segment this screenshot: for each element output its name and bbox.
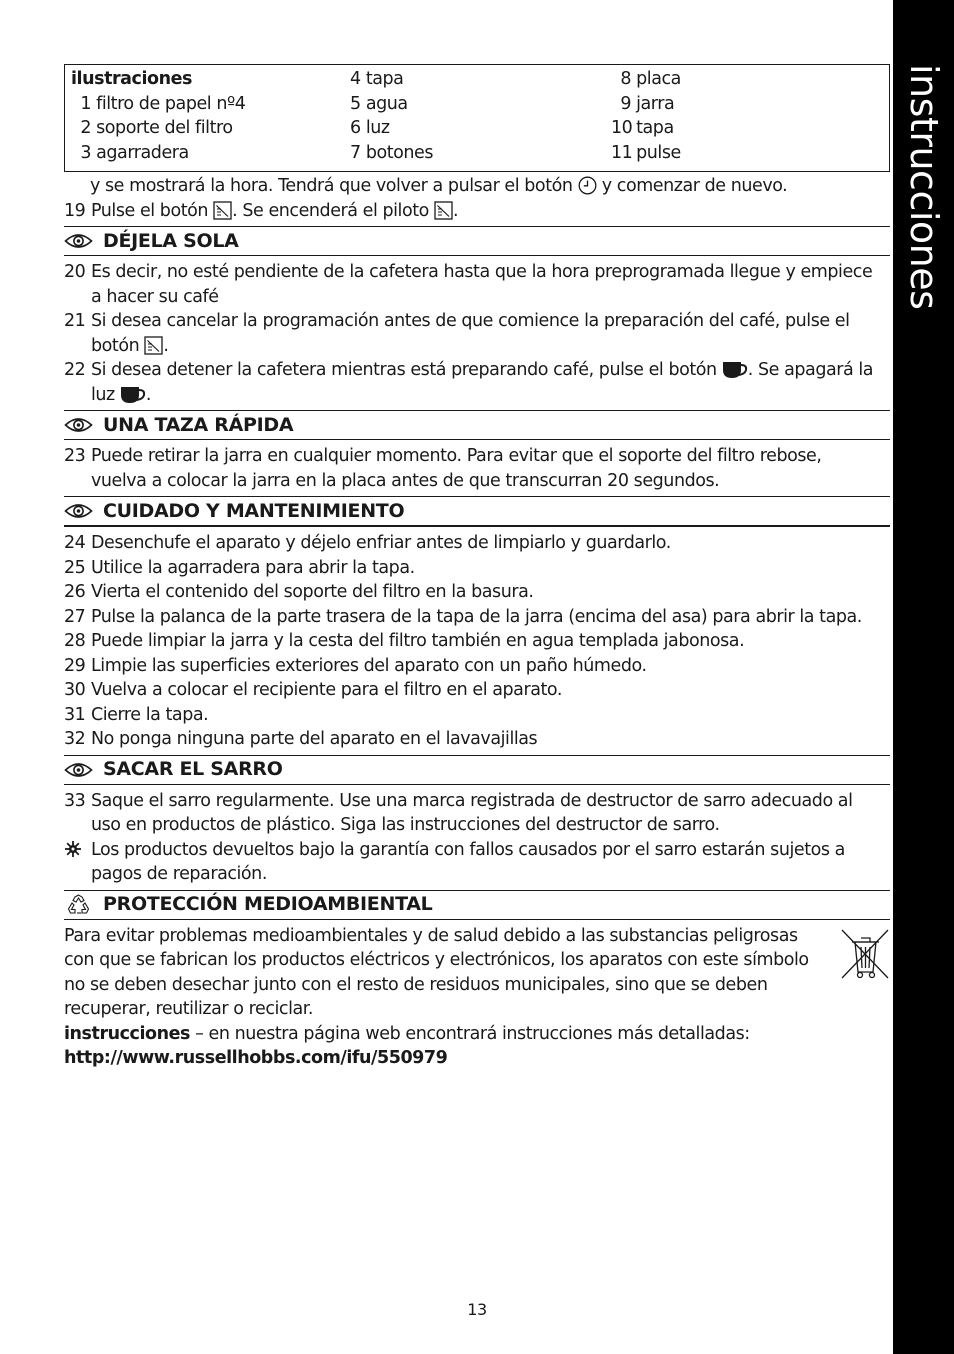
list-item: 31 Cierre la tapa.	[64, 704, 209, 725]
list-item: 22 Si desea detener la cafetera mientras está preparando café, pulse el botón . Se apagará la luz .	[64, 360, 874, 405]
weee-crossed-bin-icon	[840, 928, 890, 980]
list-item: 23 Puede retirar la jarra en cualquier momento. Para evitar que el soporte del filtro rebose, vuelva a colocar la jarra en la placa antes de que transcurran 20 segundos.	[64, 446, 822, 491]
list-item: 25 Utilice la agarradera para abrir la tapa.	[64, 557, 415, 578]
list-item: 27 Pulse la palanca de la parte trasera de la tapa de la jarra (encima del asa) para abrir la tapa.	[64, 606, 862, 627]
illustrations-col-2	[350, 67, 433, 165]
section-heading-una-taza-rapida: UNA TAZA RÁPIDA	[64, 410, 890, 440]
program-icon	[144, 336, 163, 355]
list-item: 2 soporte del filtro	[80, 118, 233, 138]
section-heading-dejela-sola: DÉJELA SOLA	[64, 226, 890, 256]
list-item: 8 placa	[620, 69, 681, 89]
warning-star-icon	[64, 840, 82, 858]
eye-icon	[64, 761, 93, 779]
list-item: 9 jarra	[620, 93, 675, 114]
list-item: 3 agarradera	[80, 142, 189, 163]
page-number: 13	[467, 1300, 487, 1319]
list-item: 20 Es decir, no esté pendiente de la cafetera hasta que la hora preprogramada llegue y empiece a hacer su café	[64, 262, 873, 307]
intro-text	[64, 174, 890, 223]
page-content	[64, 64, 890, 1071]
recycle-icon	[64, 894, 93, 916]
eye-icon	[64, 416, 93, 434]
list-item: 30 Vuelva a colocar el recipiente para el filtro en el aparato.	[64, 680, 562, 700]
program-icon	[434, 201, 453, 220]
instructions-note: instrucciones – en nuestra página web encontrará instrucciones más detalladas:	[64, 1023, 750, 1044]
program-icon	[213, 201, 232, 220]
coffee-cup-icon	[722, 360, 748, 379]
care-list	[64, 531, 890, 752]
coffee-cup-icon	[120, 385, 146, 404]
warning-note: Los productos devueltos bajo la garantía con fallos causados por el sarro estarán sujetos a pagos de reparación.	[64, 838, 890, 887]
website-link[interactable]: http://www.russellhobbs.com/ifu/550979	[64, 1048, 448, 1068]
list-item: 29 Limpie las superficies exteriores del aparato con un paño húmedo.	[64, 655, 647, 676]
side-tab	[893, 0, 954, 1354]
section-heading-cuidado: CUIDADO Y MANTENIMIENTO	[64, 496, 890, 527]
list-item: 33 Saque el sarro regularmente. Use una marca registrada de destructor de sarro adecuado al uso en productos de plástico. Siga las instrucciones del destructor de sarro.	[64, 790, 853, 835]
illustrations-col-1	[71, 67, 245, 165]
illustrations-title: ilustraciones	[71, 69, 192, 89]
list-item: 24 Desenchufe el aparato y déjelo enfriar antes de limpiarlo y guardarlo.	[64, 533, 671, 553]
list-item: 19 Pulse el botón . Se encenderá el piloto .	[64, 200, 459, 221]
section-heading-sacar-el-sarro: SACAR EL SARRO	[64, 755, 890, 785]
list-item: 26 Vierta el contenido del soporte del filtro en la basura.	[64, 582, 534, 602]
clock-icon	[578, 176, 597, 195]
section-heading-proteccion: PROTECCIÓN MEDIOAMBIENTAL	[64, 890, 890, 920]
list-item: 5 agua	[350, 93, 408, 114]
list-item: 1 filtro de papel nº4	[80, 93, 246, 114]
eye-icon	[64, 232, 93, 250]
list-item: 4 tapa	[350, 69, 404, 89]
list-item: y se mostrará la hora. Tendrá que volver a pulsar el botón y comenzar de nuevo.	[90, 176, 788, 196]
eye-icon	[64, 502, 93, 520]
environment-block: Para evitar problemas medioambientales y de salud debido a las substancias peligrosas con que se fabrican los productos eléctricos y electrónicos, los aparatos con este símbolo no se deben desechar junto con el resto de residuos municipales, sino que se deben recuperar, reutilizar o reciclar.	[64, 924, 890, 1022]
side-tab-label: instrucciones	[902, 64, 946, 310]
list-item: 21 Si desea cancelar la programación antes de que comience la preparación del café, pulse el botón .	[64, 311, 850, 356]
illustrations-box	[64, 64, 890, 172]
list-item: 28 Puede limpiar la jarra y la cesta del filtro también en agua templada jabonosa.	[64, 631, 745, 651]
illustrations-col-3	[611, 67, 681, 165]
list-item: 6 luz	[350, 118, 390, 138]
list-item: 7 botones	[350, 142, 434, 163]
list-item: 11 pulse	[611, 142, 681, 163]
list-item: 32 No ponga ninguna parte del aparato en el lavavajillas	[64, 729, 538, 749]
list-item: 10 tapa	[611, 118, 674, 138]
